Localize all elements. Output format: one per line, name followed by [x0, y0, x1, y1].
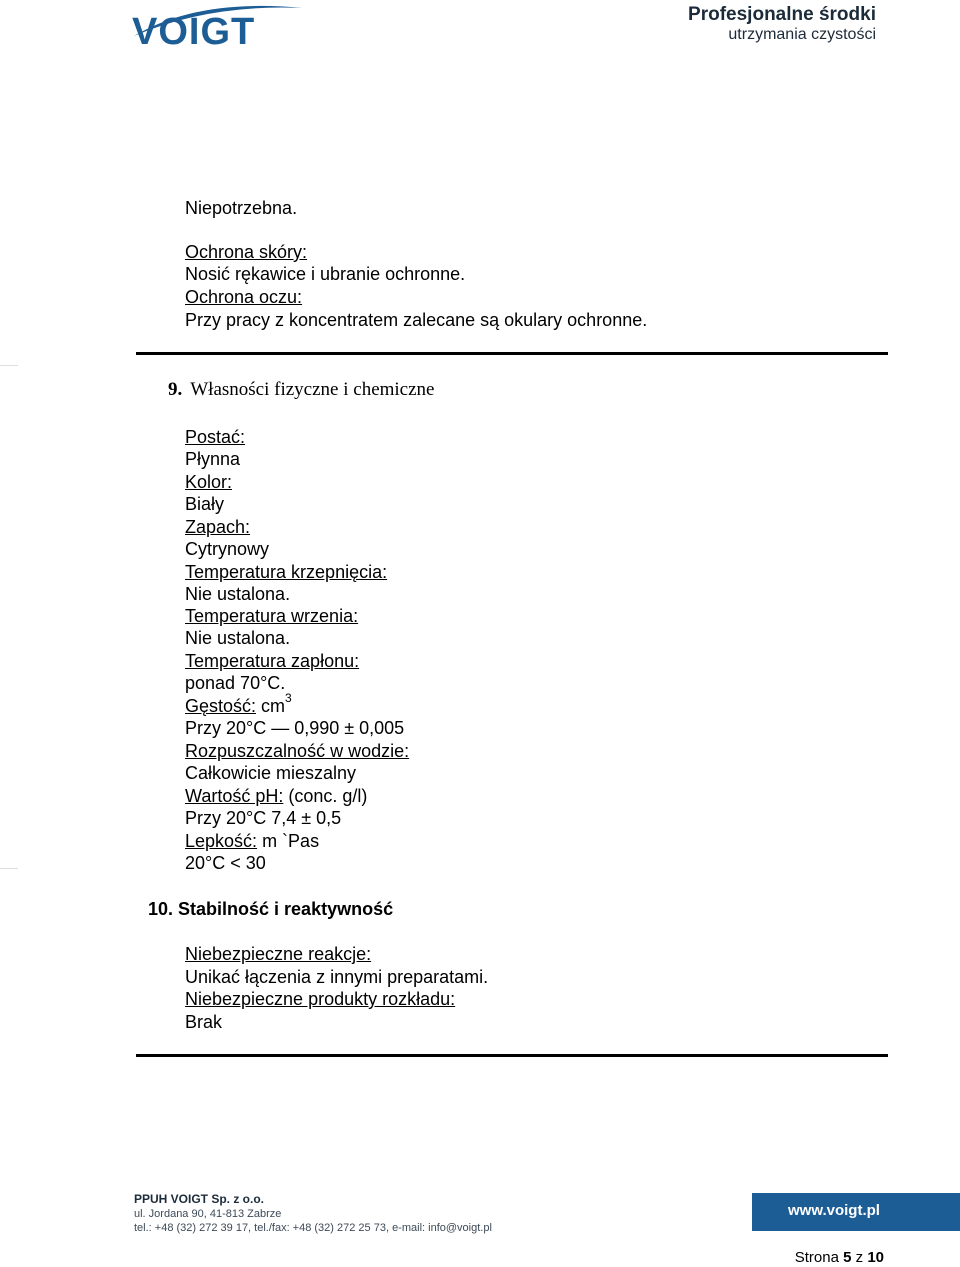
eye-protection-label: Ochrona oczu:	[185, 287, 303, 307]
solubility-label: Rozpuszczalność w wodzie:	[185, 741, 410, 761]
website-banner[interactable]	[752, 1193, 960, 1231]
viscosity-label: Lepkość:	[185, 831, 258, 851]
tagline-subtitle: utrzymania czystości	[728, 26, 876, 43]
form-label: Postać:	[185, 427, 246, 447]
section9-title: Własności fizyczne i chemiczne	[190, 379, 435, 400]
decomposition-products-value: Brak	[185, 1012, 223, 1032]
tagline-title: Profesjonalne środki	[688, 4, 876, 25]
footer-contact: tel.: +48 (32) 272 39 17, tel./fax: +48 (32) 272 25 73, e-mail: info@voigt.pl	[134, 1222, 492, 1234]
form-value: Płynna	[185, 449, 241, 469]
section-divider-top	[136, 352, 888, 355]
flash-point-label: Temperatura zapłonu:	[185, 651, 360, 671]
respiratory-value: Niepotrzebna.	[185, 198, 298, 218]
density-value: Przy 20°C — 0,990 ± 0,005	[185, 718, 405, 738]
viscosity-line	[185, 830, 319, 852]
footer-company: PPUH VOIGT Sp. z o.o.	[134, 1192, 265, 1206]
margin-mark	[0, 868, 18, 869]
section-divider-bottom	[136, 1054, 888, 1057]
color-label: Kolor:	[185, 472, 233, 492]
density-unit: cm	[261, 696, 286, 716]
ph-label: Wartość pH:	[185, 786, 284, 806]
page-number	[795, 1249, 884, 1266]
flash-point-value: ponad 70°C.	[185, 673, 286, 693]
viscosity-value: 20°C < 30	[185, 853, 266, 873]
page-prefix: Strona	[794, 1249, 839, 1266]
ph-suffix: (conc. g/l)	[288, 786, 368, 806]
page-current: 5	[843, 1249, 852, 1266]
page-total: 10	[867, 1249, 884, 1266]
decomposition-products-label: Niebezpieczne produkty rozkładu:	[185, 989, 456, 1009]
density-label: Gęstość:	[185, 696, 257, 716]
logo-text: VOIGT	[132, 11, 256, 48]
color-value: Biały	[185, 494, 225, 514]
section9-number: 9.	[168, 379, 183, 400]
boiling-point-value: Nie ustalona.	[185, 628, 291, 648]
section10-heading: 10. Stabilność i reaktywność	[148, 899, 394, 919]
density-line	[185, 691, 292, 717]
boiling-point-label: Temperatura wrzenia:	[185, 606, 359, 626]
solubility-value: Całkowicie mieszalny	[185, 763, 357, 783]
footer-address: ul. Jordana 90, 41-813 Zabrze	[134, 1208, 282, 1220]
voigt-logo	[128, 2, 308, 48]
hazardous-reactions-value: Unikać łączenia z innymi preparatami.	[185, 967, 489, 987]
odor-value: Cytrynowy	[185, 539, 270, 559]
freezing-point-value: Nie ustalona.	[185, 584, 291, 604]
page-separator: z	[855, 1249, 864, 1266]
margin-mark	[0, 365, 18, 366]
hazardous-reactions-label: Niebezpieczne reakcje:	[185, 944, 372, 964]
viscosity-suffix: m `Pas	[262, 831, 320, 851]
website-link[interactable]: www.voigt.pl	[788, 1202, 880, 1219]
eye-protection-value: Przy pracy z koncentratem zalecane są okulary ochronne.	[185, 310, 648, 330]
freezing-point-label: Temperatura krzepnięcia:	[185, 562, 388, 582]
density-unit-exponent: 3	[285, 691, 292, 705]
section9-heading	[168, 379, 435, 401]
skin-protection-label: Ochrona skóry:	[185, 242, 308, 262]
ph-value: Przy 20°C 7,4 ± 0,5	[185, 808, 342, 828]
skin-protection-value: Nosić rękawice i ubranie ochronne.	[185, 264, 466, 284]
ph-line	[185, 785, 367, 807]
odor-label: Zapach:	[185, 517, 251, 537]
voigt-logo-graphic	[128, 2, 308, 48]
